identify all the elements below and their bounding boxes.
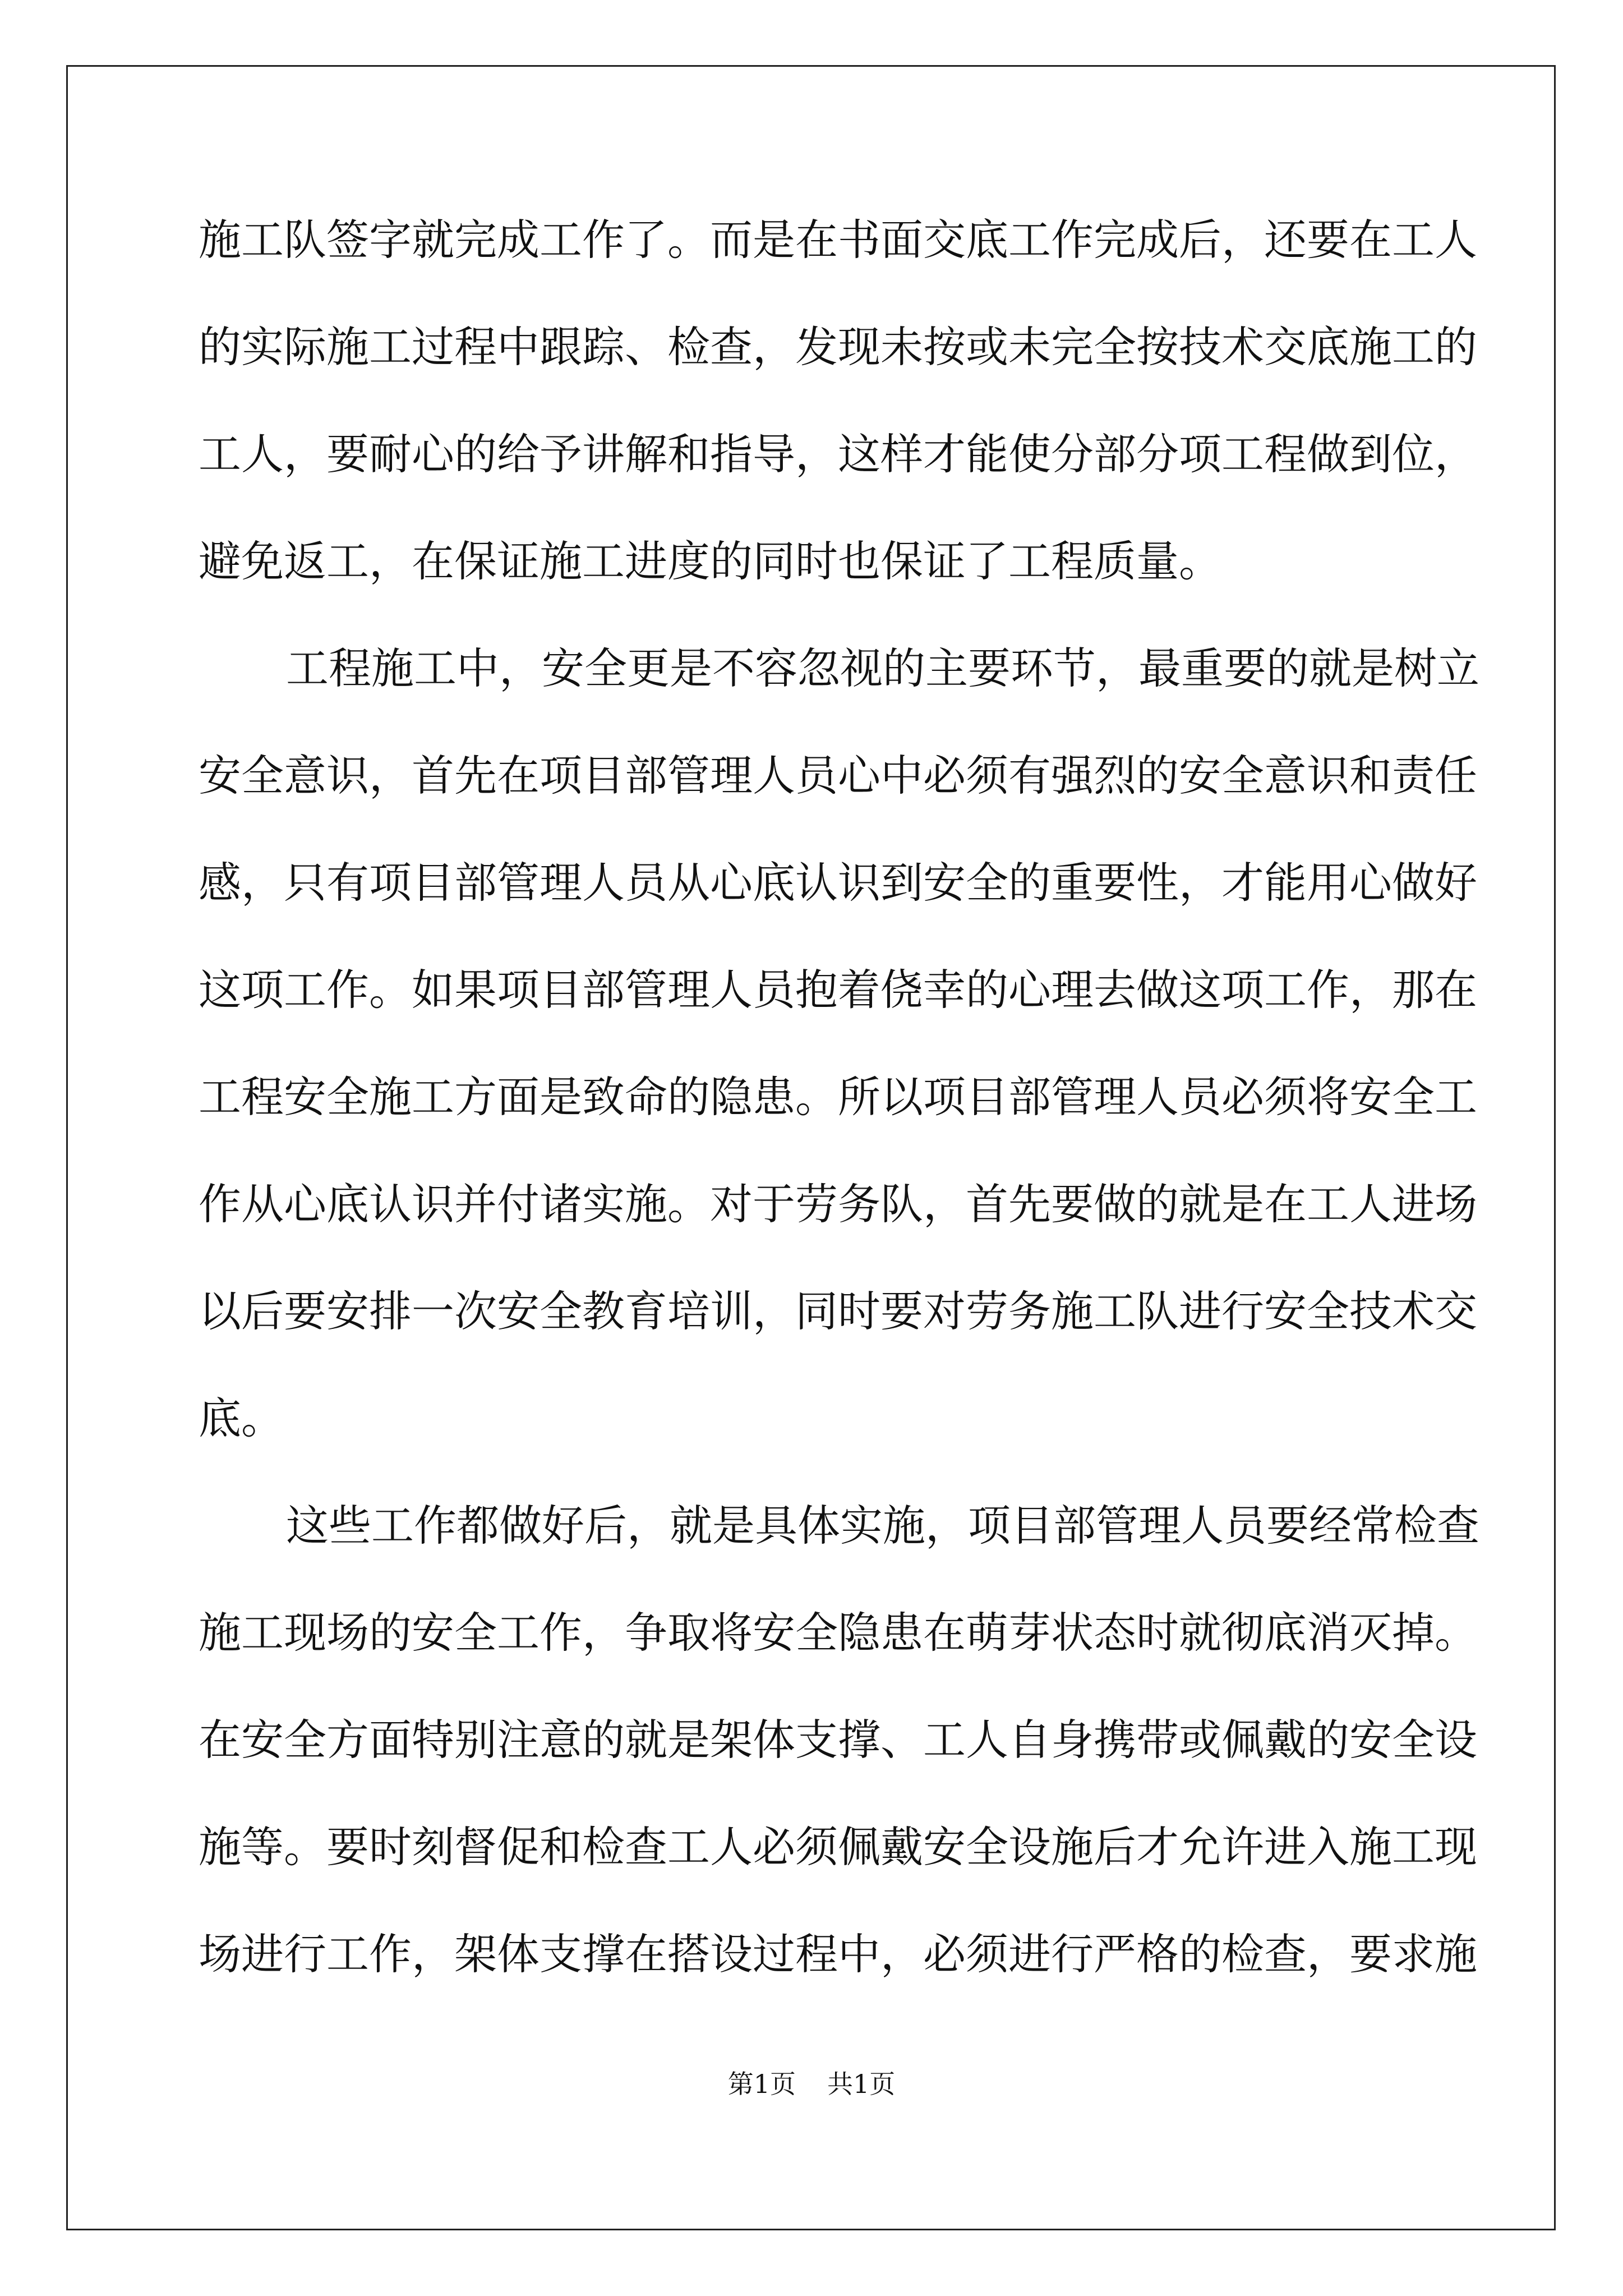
text-line: 施等。要时刻督促和检查工人必须佩戴安全设施后才允许进入施工现 bbox=[199, 1822, 1477, 1872]
paragraph-2 bbox=[199, 641, 1479, 1498]
text-line: 以后要安排一次安全教育培训，同时要对劳务施工队进行安全技术交 bbox=[199, 1286, 1477, 1336]
text-line: 工人，要耐心的给予讲解和指导，这样才能使分部分项工程做到位， bbox=[199, 429, 1477, 479]
page-total: 共1页 bbox=[827, 2069, 896, 2099]
text-line: 避免返工，在保证施工进度的同时也保证了工程质量。 bbox=[199, 536, 1221, 586]
text-line: 场进行工作，架体支撑在搭设过程中，必须进行严格的检查，要求施 bbox=[199, 1929, 1477, 1979]
text-line: 工程安全施工方面是致命的隐患。所以项目部管理人员必须将安全工 bbox=[199, 1072, 1477, 1122]
page-footer bbox=[0, 2067, 1623, 2101]
text-line: 工程施工中，安全更是不容忽视的主要环节，最重要的就是树立 bbox=[286, 643, 1479, 693]
document-body bbox=[199, 212, 1479, 2033]
text-line: 在安全方面特别注意的就是架体支撑、工人自身携带或佩戴的安全设 bbox=[199, 1715, 1477, 1765]
text-line: 这项工作。如果项目部管理人员抱着侥幸的心理去做这项工作，那在 bbox=[199, 965, 1477, 1015]
text-line: 施工现场的安全工作，争取将安全隐患在萌芽状态时就彻底消灭掉。 bbox=[199, 1608, 1477, 1658]
text-line: 作从心底认识并付诸实施。对于劳务队，首先要做的就是在工人进场 bbox=[199, 1179, 1477, 1229]
page-number: 第1页 bbox=[727, 2069, 796, 2099]
text-line: 的实际施工过程中跟踪、检查，发现未按或未完全按技术交底施工的 bbox=[199, 322, 1477, 372]
text-line: 这些工作都做好后，就是具体实施，项目部管理人员要经常检查 bbox=[286, 1501, 1479, 1550]
text-line: 底。 bbox=[199, 1393, 284, 1443]
paragraph-1 bbox=[199, 212, 1477, 641]
text-line: 安全意识，首先在项目部管理人员心中必须有强烈的安全意识和责任 bbox=[199, 751, 1477, 800]
text-line: 施工队签字就完成工作了。而是在书面交底工作完成后，还要在工人 bbox=[199, 215, 1477, 265]
paragraph-3 bbox=[199, 1498, 1479, 2033]
text-line: 感，只有项目部管理人员从心底认识到安全的重要性，才能用心做好 bbox=[199, 858, 1477, 908]
